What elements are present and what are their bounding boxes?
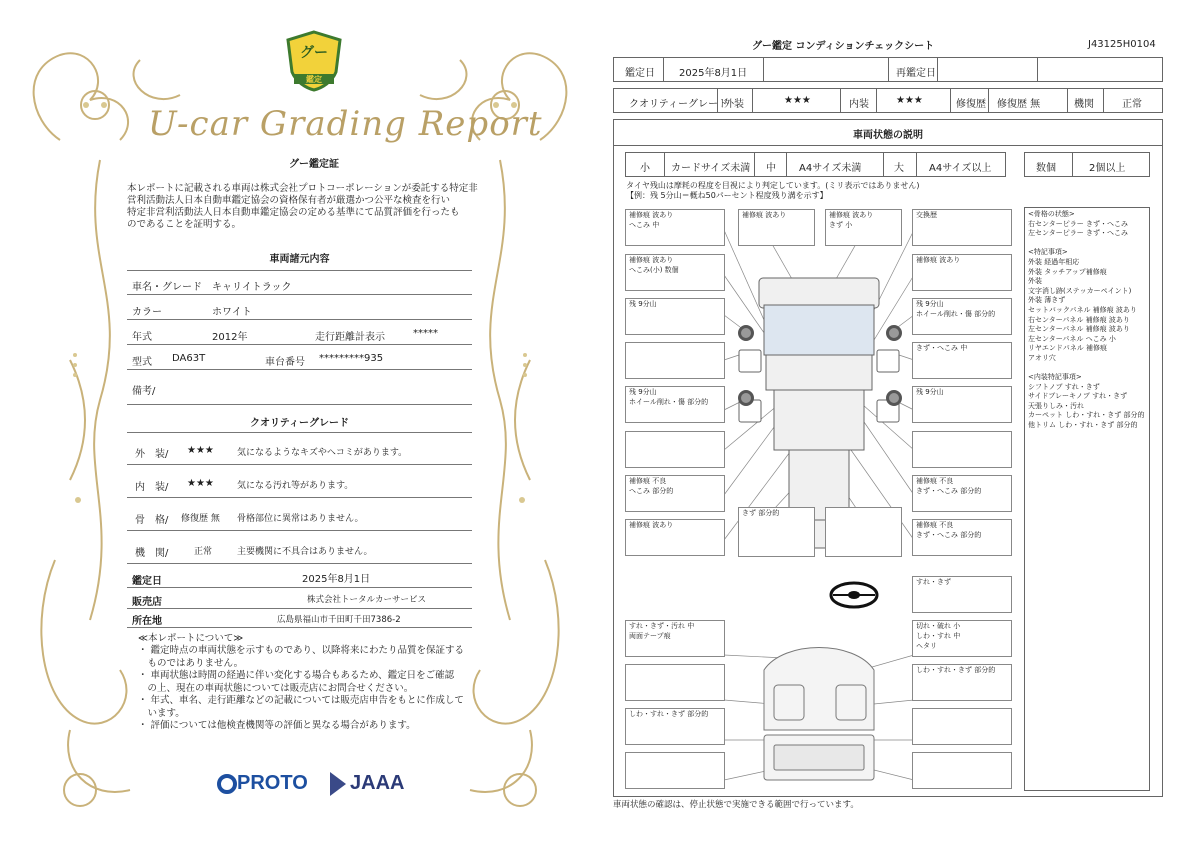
- date-row: [613, 57, 1163, 82]
- appraisal-date-row: [127, 565, 472, 588]
- side-note: セットバックパネル 補修痕 波あり: [1028, 305, 1137, 314]
- badge-bottom-text: 鑑定: [306, 75, 322, 84]
- note-rear-center-left: きず 部分的: [738, 507, 815, 557]
- spec-value: *********935: [319, 353, 384, 364]
- state-title: 車両状態の説明: [853, 130, 923, 141]
- cert-line: のであることを証明する。: [127, 219, 242, 230]
- note-left-6: [625, 431, 725, 468]
- int-label: 内装: [849, 99, 869, 110]
- note-right-7: 補修痕 不良 きず・へこみ 部分的: [912, 475, 1012, 512]
- note-left-5: 残 9分山 ホイール削れ・傷 部分的: [625, 386, 725, 423]
- side-note: 外装 タッチアップ補修痕: [1028, 267, 1107, 276]
- side-notes-panel: [1024, 207, 1150, 791]
- quality-grade: 修復歴 無: [181, 514, 220, 524]
- divider: [916, 153, 917, 176]
- proto-mark-icon: [217, 772, 237, 796]
- certificate-title: グー鑑定証: [289, 159, 339, 170]
- about-line: ものではありません。: [138, 657, 244, 669]
- note-interior-left-4: [625, 752, 725, 789]
- quality-label: 骨 格/: [135, 515, 169, 526]
- size-small: 小: [640, 163, 650, 174]
- spec-label: カラー: [132, 307, 162, 318]
- side-note: 右センターピラー きず・へこみ: [1028, 219, 1128, 228]
- about-report: [138, 632, 498, 733]
- ext-label: 外装: [724, 99, 744, 110]
- proto-logo-text: PROTO: [237, 772, 308, 794]
- spec-label: 備考/: [132, 386, 156, 397]
- side-note: <内装特記事項>: [1028, 373, 1082, 382]
- quality-comment: 気になるようなキズやヘコミがあります。: [237, 448, 408, 458]
- side-note: <骨格の状態>: [1028, 210, 1075, 218]
- quality-row-exterior: [127, 433, 472, 465]
- repair-label: 修復歴: [956, 99, 986, 110]
- rear-left-wheel-icon: [738, 390, 754, 406]
- note-rear-center-right: [825, 507, 902, 557]
- note-front-right-top: 交換歴: [912, 209, 1012, 246]
- count-legend: [1024, 152, 1150, 177]
- about-line: ・ 年式、車名、走行距離などの記載については販売店申告をもとに作成して: [138, 695, 464, 706]
- divider: [786, 153, 787, 176]
- spec-row-remarks: [127, 371, 472, 405]
- side-note: カーペット しわ・すれ・きず 部分的: [1028, 411, 1145, 420]
- appraisal-date-label: 鑑定日: [132, 576, 162, 587]
- ext-value: ★★★: [784, 95, 811, 106]
- divider: [1037, 58, 1038, 81]
- about-line: ・ 車両状態は時間の経過に伴い変化する場合もあるため、鑑定日をご確認: [138, 670, 455, 681]
- cert-line: 営利活動法人日本自動車鑑定協会の資格保有者が厳選かつ公平な検査を行い: [127, 195, 451, 206]
- size-small-desc: カードサイズ未満: [671, 163, 751, 174]
- note-front-center-right: 補修痕 波あり きず 小: [825, 209, 902, 246]
- side-note: 外装 薄きず: [1028, 296, 1066, 305]
- note-right-5: 残 9分山: [912, 386, 1012, 423]
- quality-grade: ★★★: [187, 445, 214, 456]
- spec-label: 車台番号: [265, 357, 305, 368]
- note-front-left-top: 補修痕 波あり へこみ 中: [625, 209, 725, 246]
- date-label: 鑑定日: [625, 68, 655, 79]
- note-interior-left-2: [625, 664, 725, 701]
- int-value: ★★★: [896, 95, 923, 106]
- condition-check-sheet: [600, 0, 1200, 848]
- count-desc: 2個以上: [1089, 163, 1126, 174]
- grade-row: [613, 88, 1163, 113]
- quality-label: 外 装/: [135, 449, 169, 460]
- spec-value: DA63T: [172, 353, 206, 364]
- steering-wheel-icon: [828, 580, 880, 610]
- side-note: シフトノブ すれ・きず: [1028, 382, 1100, 391]
- quality-grade: ★★★: [187, 478, 214, 489]
- note-front-center-left: 補修痕 波あり: [738, 209, 815, 246]
- spec-label: 車名・グレード: [132, 282, 202, 293]
- divider: [888, 58, 889, 81]
- spec-label: 型式: [132, 357, 152, 368]
- report-script-title: U-car Grading Report: [148, 104, 543, 144]
- dealer-row: [127, 589, 472, 609]
- engine-label: 機関: [1074, 99, 1094, 110]
- divider: [754, 153, 755, 176]
- divider: [663, 58, 664, 81]
- side-note: 文字消し跡(ステッカーペイント): [1028, 286, 1132, 295]
- quality-grade: 正常: [194, 547, 213, 557]
- side-note: 左センターピラー きず・へこみ: [1028, 229, 1128, 238]
- side-note: 他トリム しわ・すれ・きず 部分的: [1028, 421, 1138, 430]
- sheet-id: J43125H0104: [1088, 39, 1156, 50]
- side-note: 外装: [1028, 277, 1042, 286]
- front-left-wheel-icon: [738, 325, 754, 341]
- spec-row-color: [127, 296, 472, 320]
- quality-row-engine: [127, 532, 472, 564]
- note-right-2: 補修痕 波あり: [912, 254, 1012, 291]
- note-right-4: きず・へこみ 中: [912, 342, 1012, 379]
- side-note: 左センターパネル 補修痕 波あり: [1028, 325, 1130, 334]
- divider: [950, 89, 951, 112]
- count-label: 数個: [1036, 163, 1056, 174]
- note-left-8: 補修痕 波あり: [625, 519, 725, 556]
- quality-row-frame: [127, 499, 472, 531]
- divider: [717, 89, 718, 112]
- note-right-8: 補修痕 不良 きず・へこみ 部分的: [912, 519, 1012, 556]
- note-interior-right-4: [912, 752, 1012, 789]
- note-interior-left-1: すれ・きず・汚れ 中 両面テープ痕: [625, 620, 725, 657]
- appraisal-date-value: 2025年8月1日: [302, 574, 371, 585]
- address-value: 広島県福山市千田町千田7386-2: [277, 615, 401, 625]
- spec-value: キャリイトラック: [212, 282, 292, 293]
- divider: [763, 58, 764, 81]
- note-left-4: [625, 342, 725, 379]
- note-interior-right-1: 切れ・破れ 小 しわ・すれ 中 ヘタリ: [912, 620, 1012, 657]
- side-note: <特記事項>: [1028, 248, 1068, 257]
- note-interior-right-3: [912, 708, 1012, 745]
- spec-value: *****: [413, 328, 438, 339]
- side-note: 天張りしみ・汚れ: [1028, 401, 1084, 410]
- divider: [614, 145, 1162, 146]
- side-note: アオリ穴: [1028, 353, 1056, 362]
- divider: [988, 89, 989, 112]
- about-line: います。: [138, 707, 185, 719]
- divider: [840, 89, 841, 112]
- side-note: [1028, 239, 1146, 249]
- tire-note: 【例：残 5分山＝概ね50パーセント程度残り溝を示す】: [626, 191, 828, 200]
- side-note: 右センターパネル 補修痕 波あり: [1028, 315, 1130, 324]
- quality-label: 内 装/: [135, 482, 169, 493]
- dealer-value: 株式会社トータルカーサービス: [307, 595, 427, 605]
- side-note: サイドブレーキノブ すれ・きず: [1028, 392, 1128, 401]
- jaaa-mark-icon: [328, 770, 348, 798]
- spec-value: 2012年: [212, 332, 248, 343]
- divider: [752, 89, 753, 112]
- divider: [876, 89, 877, 112]
- note-left-2: 補修痕 波あり へこみ(小) 数個: [625, 254, 725, 291]
- side-note: 外装 経過年相応: [1028, 257, 1080, 266]
- divider: [937, 58, 938, 81]
- goo-appraisal-badge: [286, 30, 342, 92]
- spec-label: 年式: [132, 332, 152, 343]
- divider: [1072, 153, 1073, 176]
- address-row: [127, 610, 472, 628]
- tire-note: タイヤ残山は摩耗の程度を目視により判定しています。(ミリ表示ではありません): [626, 181, 920, 190]
- cert-line: 本レポートに記載される車両は株式会社プロトコーポレーションが委託する特定非: [127, 183, 478, 194]
- dealer-label: 販売店: [132, 597, 162, 608]
- quality-comment: 骨格部位に異常はありません。: [237, 514, 364, 524]
- repair-value: 修復歴 無: [997, 99, 1041, 110]
- cert-line: 特定非営利活動法人日本自動車鑑定協会の定める基準にて品質評価を行ったも: [127, 207, 460, 218]
- condition-box: [613, 119, 1163, 797]
- divider: [664, 153, 665, 176]
- note-right-3: 残 9分山 ホイール削れ・傷 部分的: [912, 298, 1012, 335]
- spec-value: ホワイト: [212, 307, 252, 318]
- certificate-text: [127, 183, 497, 231]
- note-interior-left-3: しわ・すれ・きず 部分的: [625, 708, 725, 745]
- address-label: 所在地: [132, 616, 162, 627]
- divider: [1067, 89, 1068, 112]
- about-title: ≪本レポートについて≫: [138, 633, 244, 644]
- spec-title: 車両諸元内容: [269, 254, 330, 265]
- rear-right-wheel-icon: [886, 390, 902, 406]
- side-note: 左センターパネル へこみ 小: [1028, 334, 1116, 343]
- side-note: [1028, 364, 1146, 374]
- divider: [1103, 89, 1104, 112]
- quality-title: クオリティーグレード: [250, 418, 349, 429]
- note-left-3: 残 9分山: [625, 298, 725, 335]
- spec-row-model: [127, 346, 472, 370]
- size-large-desc: A4サイズ以上: [929, 163, 992, 174]
- note-interior-right-2: しわ・すれ・きず 部分的: [912, 664, 1012, 701]
- date-value: 2025年8月1日: [679, 68, 748, 79]
- quality-comment: 主要機関に不具合はありません。: [237, 547, 373, 557]
- engine-value: 正常: [1122, 99, 1142, 110]
- size-large: 大: [894, 163, 904, 174]
- size-mid: 中: [766, 163, 776, 174]
- grade-label: クオリティーグレード: [629, 99, 728, 110]
- size-legend: [625, 152, 1006, 177]
- quality-row-interior: [127, 466, 472, 498]
- about-line: の上、現在の車両状態については販売店にお問合せください。: [138, 682, 414, 694]
- quality-label: 機 関/: [135, 548, 169, 559]
- spec-row-name: [127, 271, 472, 295]
- note-right-6: [912, 431, 1012, 468]
- divider: [883, 153, 884, 176]
- about-line: ・ 鑑定時点の車両状態を示すものであり、以降将来にわたり品質を保証する: [138, 645, 465, 656]
- note-left-7: 補修痕 不良 へこみ 部分的: [625, 475, 725, 512]
- front-right-wheel-icon: [886, 325, 902, 341]
- redate-label: 再鑑定日: [896, 68, 936, 79]
- spec-row-year: [127, 321, 472, 345]
- footer-note: 車両状態の確認は、停止状態で実施できる範囲で行っています。: [613, 800, 859, 810]
- badge-top-text: グー: [300, 45, 328, 61]
- about-line: ・ 評価については他検査機関等の評価と異なる場合があります。: [138, 720, 416, 731]
- size-mid-desc: A4サイズ未満: [799, 163, 862, 174]
- jaaa-logo-text: JAAA: [350, 772, 405, 794]
- spec-label: 走行距離計表示: [315, 332, 385, 343]
- side-note: リヤエンドパネル 補修痕: [1028, 344, 1107, 353]
- note-steering: すれ・きず: [912, 576, 1012, 613]
- sheet-title: グー鑑定 コンディションチェックシート: [752, 41, 935, 52]
- quality-comment: 気になる汚れ等があります。: [237, 481, 354, 491]
